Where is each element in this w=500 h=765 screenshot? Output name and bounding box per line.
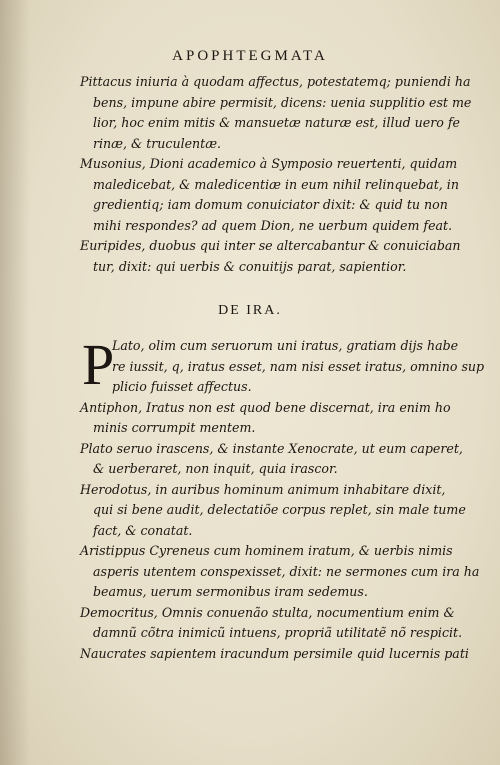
drop-capital: P	[82, 332, 115, 397]
text-line: mihi respondes? ad quem Dion, ne uerbum quidem feat.	[93, 217, 453, 233]
text-line: Aristippus Cyreneus cum hominem iratum, & uerbis nimis	[80, 543, 453, 558]
text-line: Antiphon, Iratus non est quod bene discernat, ira enim ho	[80, 399, 451, 415]
text-line: Pittacus iniuria à quodam affectus, potestatemq; puniendi ha	[80, 74, 471, 89]
text-line: Musonius, Dioni academico à Symposio reuertenti, quidam	[80, 156, 458, 171]
text-line: Naucrates sapientem iracundum persimile quid lucernis pati	[80, 645, 469, 661]
text-line: qui si bene audit, delectatiõe corpus replet, sin male tume	[93, 502, 466, 517]
text-line: asperis utentem conspexisset, dixit: ne sermones cum ira ha	[93, 563, 480, 579]
de-ira-block	[80, 332, 485, 664]
text-line: Herodotus, in auribus hominum animum inhabitare dixit,	[80, 481, 446, 497]
text-line: Plato seruo irascens, & instante Xenocrate, ut eum caperet,	[80, 440, 463, 456]
text-line: tur, dixit: qui uerbis & conuitijs parat, sapientior.	[93, 258, 407, 274]
gutter-shadow	[0, 0, 30, 765]
text-line: Euripides, duobus qui inter se altercabantur & conuiciaban	[80, 238, 461, 253]
text-line: damnũ cõtra inimicũ intuens, propriã utilitatẽ nõ respicit.	[93, 625, 463, 640]
text-line: maledicebat, & maledicentiæ in eum nihil relinquebat, in	[93, 176, 459, 192]
text-line: Lato, olim cum seruorum uni iratus, gratiam dijs habe	[112, 338, 459, 353]
section-title: DE IRA.	[218, 303, 282, 318]
text-line: bens, impune abire permisit, dicens: uenia supplitio est me	[93, 94, 472, 110]
text-line: re iussit, q, iratus esset, nam nisi esset iratus, omnino sup	[112, 358, 485, 374]
apophthegm-block	[80, 72, 470, 277]
text-line: fact, & conatat.	[93, 522, 193, 538]
text-line: Democritus, Omnis conuenão stulta, nocumentium enim &	[80, 604, 455, 620]
running-head: APOPHTEGMATA	[172, 48, 328, 64]
text-line: beamus, uerum sermonibus iram sedemus.	[93, 584, 368, 599]
text-line: rinæ, & truculentæ.	[93, 135, 222, 151]
text-line: minis corrumpit mentem.	[93, 420, 256, 435]
text-line: lior, hoc enim mitis & mansuetæ naturæ est, illud uero fe	[93, 115, 460, 130]
text-line: plicio fuisset affectus.	[112, 379, 252, 394]
text-line: gredientiq; iam domum conuiciator dixit: & quid tu non	[93, 197, 448, 212]
text-line: & uerberaret, non inquit, quia irascor.	[93, 461, 338, 476]
